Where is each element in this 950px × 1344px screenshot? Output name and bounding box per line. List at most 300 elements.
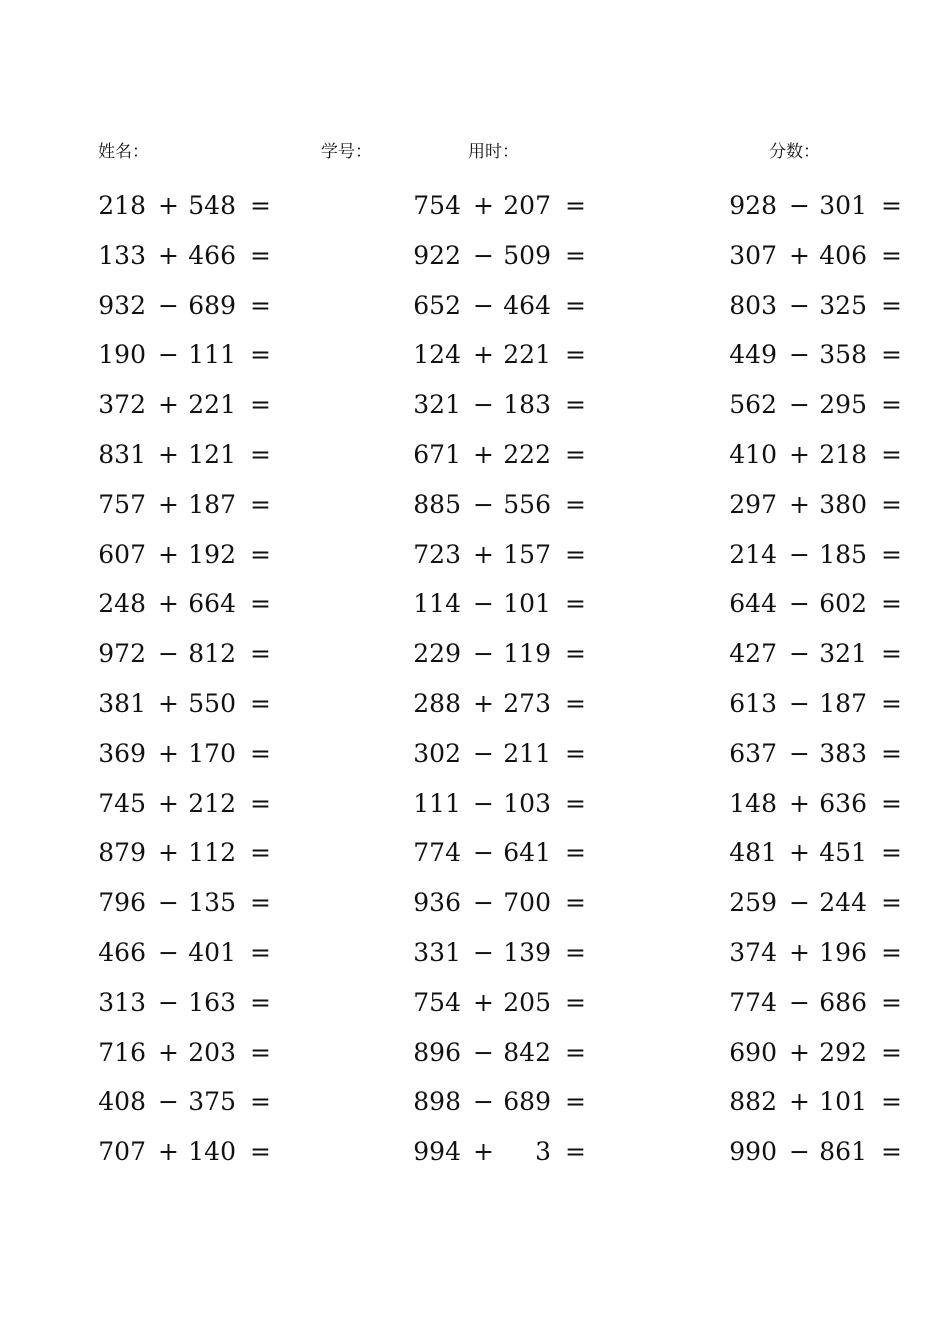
second-operand: 212	[188, 788, 236, 818]
operator: −	[158, 1087, 179, 1117]
second-operand: 101	[503, 589, 551, 619]
second-operand: 187	[819, 688, 867, 718]
equals-sign: =	[881, 589, 902, 619]
equals-sign: =	[565, 191, 586, 220]
operator: −	[158, 888, 179, 918]
arithmetic-problem	[98, 883, 298, 933]
arithmetic-problem	[98, 584, 298, 634]
operator: −	[473, 1087, 494, 1117]
arithmetic-problem	[729, 933, 929, 983]
first-operand: 613	[729, 688, 777, 718]
arithmetic-problem	[413, 1132, 613, 1182]
first-operand: 190	[98, 340, 146, 370]
second-operand: 121	[188, 439, 236, 469]
operator: +	[158, 738, 179, 768]
second-operand: 112	[188, 838, 236, 868]
arithmetic-problem	[729, 1132, 929, 1182]
operator: +	[473, 340, 494, 370]
arithmetic-problem	[729, 236, 929, 286]
first-operand: 374	[729, 937, 777, 967]
second-operand: 203	[188, 1037, 236, 1067]
first-operand: 754	[413, 191, 461, 220]
second-operand: 103	[503, 788, 551, 818]
equals-sign: =	[250, 987, 271, 1017]
first-operand: 111	[413, 788, 461, 818]
operator: +	[158, 589, 179, 619]
first-operand: 882	[729, 1087, 777, 1117]
second-operand: 321	[819, 639, 867, 669]
equals-sign: =	[881, 1087, 902, 1117]
equals-sign: =	[250, 688, 271, 718]
equals-sign: =	[881, 888, 902, 918]
arithmetic-problem	[98, 485, 298, 535]
operator: +	[473, 439, 494, 469]
first-operand: 774	[413, 838, 461, 868]
time-used-label: 用时：	[468, 142, 519, 162]
operator: −	[789, 340, 810, 370]
arithmetic-problem	[98, 335, 298, 385]
operator: −	[473, 838, 494, 868]
operator: +	[789, 240, 810, 270]
arithmetic-problem	[413, 435, 613, 485]
name-label: 姓名：	[98, 142, 149, 162]
equals-sign: =	[881, 688, 902, 718]
second-operand: 689	[188, 290, 236, 320]
first-operand: 972	[98, 639, 146, 669]
arithmetic-problem	[729, 833, 929, 883]
second-operand: 211	[503, 738, 551, 768]
arithmetic-problem	[729, 684, 929, 734]
second-operand: 550	[188, 688, 236, 718]
equals-sign: =	[565, 589, 586, 619]
first-operand: 410	[729, 439, 777, 469]
problem-column-1	[98, 186, 298, 1182]
arithmetic-problem	[413, 186, 613, 236]
equals-sign: =	[881, 937, 902, 967]
second-operand: 170	[188, 738, 236, 768]
arithmetic-problem	[413, 883, 613, 933]
first-operand: 297	[729, 489, 777, 519]
equals-sign: =	[250, 191, 271, 220]
equals-sign: =	[881, 639, 902, 669]
equals-sign: =	[881, 1037, 902, 1067]
arithmetic-problem	[729, 883, 929, 933]
first-operand: 449	[729, 340, 777, 370]
equals-sign: =	[565, 838, 586, 868]
operator: −	[473, 788, 494, 818]
first-operand: 707	[98, 1137, 146, 1167]
first-operand: 936	[413, 888, 461, 918]
operator: −	[158, 987, 179, 1017]
equals-sign: =	[565, 340, 586, 370]
operator: +	[789, 489, 810, 519]
first-operand: 331	[413, 937, 461, 967]
second-operand: 185	[819, 539, 867, 569]
first-operand: 898	[413, 1087, 461, 1117]
second-operand: 111	[188, 340, 236, 370]
second-operand: 380	[819, 489, 867, 519]
first-operand: 259	[729, 888, 777, 918]
arithmetic-problem	[729, 385, 929, 435]
first-operand: 408	[98, 1087, 146, 1117]
operator: +	[158, 489, 179, 519]
arithmetic-problem	[729, 335, 929, 385]
first-operand: 932	[98, 290, 146, 320]
second-operand: 222	[503, 439, 551, 469]
first-operand: 607	[98, 539, 146, 569]
arithmetic-problem	[729, 734, 929, 784]
first-operand: 644	[729, 589, 777, 619]
operator: −	[158, 340, 179, 370]
operator: +	[158, 788, 179, 818]
first-operand: 990	[729, 1137, 777, 1167]
first-operand: 803	[729, 290, 777, 320]
second-operand: 358	[819, 340, 867, 370]
operator: +	[473, 688, 494, 718]
operator: −	[473, 390, 494, 420]
operator: −	[158, 639, 179, 669]
first-operand: 671	[413, 439, 461, 469]
arithmetic-problem	[98, 933, 298, 983]
first-operand: 481	[729, 838, 777, 868]
arithmetic-problem	[98, 435, 298, 485]
arithmetic-problem	[413, 983, 613, 1033]
equals-sign: =	[881, 539, 902, 569]
arithmetic-problem	[98, 1082, 298, 1132]
first-operand: 879	[98, 838, 146, 868]
second-operand: 273	[503, 688, 551, 718]
operator: −	[158, 290, 179, 320]
arithmetic-problem	[729, 435, 929, 485]
second-operand: 221	[503, 340, 551, 370]
first-operand: 885	[413, 489, 461, 519]
second-operand: 196	[819, 937, 867, 967]
equals-sign: =	[565, 738, 586, 768]
equals-sign: =	[250, 1037, 271, 1067]
arithmetic-problem	[98, 734, 298, 784]
operator: −	[473, 589, 494, 619]
arithmetic-problem	[413, 236, 613, 286]
operator: −	[473, 240, 494, 270]
operator: −	[158, 937, 179, 967]
equals-sign: =	[250, 589, 271, 619]
equals-sign: =	[250, 340, 271, 370]
operator: +	[158, 1037, 179, 1067]
second-operand: 636	[819, 788, 867, 818]
second-operand: 325	[819, 290, 867, 320]
operator: −	[789, 738, 810, 768]
second-operand: 383	[819, 738, 867, 768]
operator: −	[473, 639, 494, 669]
arithmetic-problem	[413, 833, 613, 883]
first-operand: 637	[729, 738, 777, 768]
arithmetic-problem	[413, 684, 613, 734]
second-operand: 700	[503, 888, 551, 918]
first-operand: 302	[413, 738, 461, 768]
operator: +	[473, 1137, 494, 1167]
operator: +	[789, 937, 810, 967]
operator: +	[158, 191, 179, 220]
equals-sign: =	[250, 439, 271, 469]
problem-column-2	[413, 186, 613, 1182]
second-operand: 139	[503, 937, 551, 967]
operator: +	[158, 1137, 179, 1167]
arithmetic-problem	[729, 1033, 929, 1083]
operator: +	[789, 1037, 810, 1067]
second-operand: 664	[188, 589, 236, 619]
equals-sign: =	[250, 240, 271, 270]
equals-sign: =	[565, 290, 586, 320]
second-operand: 548	[188, 191, 236, 220]
equals-sign: =	[565, 1087, 586, 1117]
second-operand: 842	[503, 1037, 551, 1067]
second-operand: 689	[503, 1087, 551, 1117]
second-operand: 218	[819, 439, 867, 469]
second-operand: 163	[188, 987, 236, 1017]
first-operand: 652	[413, 290, 461, 320]
second-operand: 375	[188, 1087, 236, 1117]
arithmetic-problem	[98, 784, 298, 834]
arithmetic-problem	[413, 933, 613, 983]
second-operand: 205	[503, 987, 551, 1017]
student-id-label: 学号：	[321, 142, 372, 162]
second-operand: 157	[503, 539, 551, 569]
first-operand: 381	[98, 688, 146, 718]
second-operand: 183	[503, 390, 551, 420]
equals-sign: =	[250, 937, 271, 967]
equals-sign: =	[250, 1087, 271, 1117]
arithmetic-problem	[413, 385, 613, 435]
first-operand: 214	[729, 539, 777, 569]
first-operand: 796	[98, 888, 146, 918]
second-operand: 686	[819, 987, 867, 1017]
operator: −	[789, 390, 810, 420]
operator: −	[789, 589, 810, 619]
second-operand: 292	[819, 1037, 867, 1067]
arithmetic-problem	[729, 983, 929, 1033]
second-operand: 119	[503, 639, 551, 669]
equals-sign: =	[881, 838, 902, 868]
second-operand: 301	[819, 191, 867, 220]
operator: −	[473, 888, 494, 918]
equals-sign: =	[250, 639, 271, 669]
first-operand: 757	[98, 489, 146, 519]
first-operand: 896	[413, 1037, 461, 1067]
first-operand: 133	[98, 240, 146, 270]
arithmetic-problem	[729, 186, 929, 236]
operator: −	[473, 290, 494, 320]
first-operand: 148	[729, 788, 777, 818]
arithmetic-problem	[413, 485, 613, 535]
equals-sign: =	[881, 340, 902, 370]
operator: +	[473, 987, 494, 1017]
second-operand: 812	[188, 639, 236, 669]
second-operand: 401	[188, 937, 236, 967]
operator: −	[789, 1137, 810, 1167]
second-operand: 556	[503, 489, 551, 519]
arithmetic-problem	[98, 236, 298, 286]
arithmetic-problem	[729, 584, 929, 634]
equals-sign: =	[881, 489, 902, 519]
first-operand: 466	[98, 937, 146, 967]
equals-sign: =	[881, 788, 902, 818]
equals-sign: =	[250, 738, 271, 768]
equals-sign: =	[250, 290, 271, 320]
first-operand: 372	[98, 390, 146, 420]
first-operand: 723	[413, 539, 461, 569]
second-operand: 221	[188, 390, 236, 420]
second-operand: 3	[535, 1137, 551, 1167]
equals-sign: =	[881, 439, 902, 469]
arithmetic-problem	[98, 983, 298, 1033]
equals-sign: =	[565, 639, 586, 669]
operator: +	[158, 390, 179, 420]
arithmetic-problem	[98, 385, 298, 435]
second-operand: 140	[188, 1137, 236, 1167]
first-operand: 427	[729, 639, 777, 669]
second-operand: 451	[819, 838, 867, 868]
first-operand: 562	[729, 390, 777, 420]
first-operand: 229	[413, 639, 461, 669]
second-operand: 466	[188, 240, 236, 270]
operator: −	[789, 888, 810, 918]
first-operand: 218	[98, 191, 146, 220]
equals-sign: =	[565, 439, 586, 469]
first-operand: 114	[413, 589, 461, 619]
arithmetic-problem	[729, 535, 929, 585]
operator: −	[473, 489, 494, 519]
operator: −	[789, 539, 810, 569]
first-operand: 307	[729, 240, 777, 270]
arithmetic-problem	[729, 485, 929, 535]
operator: −	[789, 987, 810, 1017]
equals-sign: =	[881, 191, 902, 220]
operator: −	[789, 191, 810, 220]
operator: −	[789, 290, 810, 320]
equals-sign: =	[250, 838, 271, 868]
arithmetic-problem	[413, 535, 613, 585]
equals-sign: =	[565, 240, 586, 270]
equals-sign: =	[565, 1137, 586, 1167]
operator: +	[158, 439, 179, 469]
arithmetic-problem	[98, 286, 298, 336]
first-operand: 690	[729, 1037, 777, 1067]
second-operand: 207	[503, 191, 551, 220]
equals-sign: =	[250, 1137, 271, 1167]
operator: −	[473, 738, 494, 768]
first-operand: 928	[729, 191, 777, 220]
equals-sign: =	[565, 937, 586, 967]
arithmetic-problem	[98, 684, 298, 734]
second-operand: 602	[819, 589, 867, 619]
arithmetic-problem	[413, 1082, 613, 1132]
second-operand: 861	[819, 1137, 867, 1167]
second-operand: 187	[188, 489, 236, 519]
equals-sign: =	[881, 240, 902, 270]
operator: +	[158, 539, 179, 569]
equals-sign: =	[565, 688, 586, 718]
operator: −	[473, 1037, 494, 1067]
second-operand: 244	[819, 888, 867, 918]
arithmetic-problem	[729, 286, 929, 336]
operator: −	[473, 937, 494, 967]
first-operand: 369	[98, 738, 146, 768]
second-operand: 406	[819, 240, 867, 270]
arithmetic-problem	[729, 1082, 929, 1132]
operator: +	[789, 439, 810, 469]
arithmetic-problem	[413, 335, 613, 385]
arithmetic-problem	[98, 535, 298, 585]
equals-sign: =	[565, 987, 586, 1017]
arithmetic-problem	[98, 1132, 298, 1182]
operator: −	[789, 688, 810, 718]
operator: +	[473, 539, 494, 569]
first-operand: 716	[98, 1037, 146, 1067]
second-operand: 192	[188, 539, 236, 569]
first-operand: 754	[413, 987, 461, 1017]
arithmetic-problem	[98, 1033, 298, 1083]
equals-sign: =	[250, 888, 271, 918]
equals-sign: =	[565, 489, 586, 519]
equals-sign: =	[881, 1137, 902, 1167]
second-operand: 464	[503, 290, 551, 320]
arithmetic-problem	[413, 634, 613, 684]
operator: −	[789, 639, 810, 669]
operator: +	[158, 838, 179, 868]
arithmetic-problem	[729, 784, 929, 834]
second-operand: 641	[503, 838, 551, 868]
operator: +	[158, 240, 179, 270]
second-operand: 135	[188, 888, 236, 918]
operator: +	[789, 838, 810, 868]
first-operand: 288	[413, 688, 461, 718]
equals-sign: =	[881, 290, 902, 320]
first-operand: 745	[98, 788, 146, 818]
arithmetic-problem	[729, 634, 929, 684]
arithmetic-problem	[98, 833, 298, 883]
first-operand: 831	[98, 439, 146, 469]
operator: +	[789, 1087, 810, 1117]
second-operand: 295	[819, 390, 867, 420]
arithmetic-problem	[413, 1033, 613, 1083]
first-operand: 124	[413, 340, 461, 370]
equals-sign: =	[565, 1037, 586, 1067]
arithmetic-problem	[413, 286, 613, 336]
arithmetic-problem	[98, 186, 298, 236]
equals-sign: =	[250, 489, 271, 519]
second-operand: 509	[503, 240, 551, 270]
equals-sign: =	[565, 888, 586, 918]
operator: +	[789, 788, 810, 818]
score-label: 分数：	[769, 142, 820, 162]
first-operand: 994	[413, 1137, 461, 1167]
equals-sign: =	[881, 987, 902, 1017]
equals-sign: =	[881, 390, 902, 420]
first-operand: 922	[413, 240, 461, 270]
arithmetic-problem	[413, 584, 613, 634]
first-operand: 313	[98, 987, 146, 1017]
first-operand: 321	[413, 390, 461, 420]
operator: +	[158, 688, 179, 718]
first-operand: 774	[729, 987, 777, 1017]
second-operand: 101	[819, 1087, 867, 1117]
equals-sign: =	[565, 788, 586, 818]
equals-sign: =	[250, 788, 271, 818]
first-operand: 248	[98, 589, 146, 619]
arithmetic-problem	[413, 734, 613, 784]
operator: +	[473, 191, 494, 220]
equals-sign: =	[881, 738, 902, 768]
